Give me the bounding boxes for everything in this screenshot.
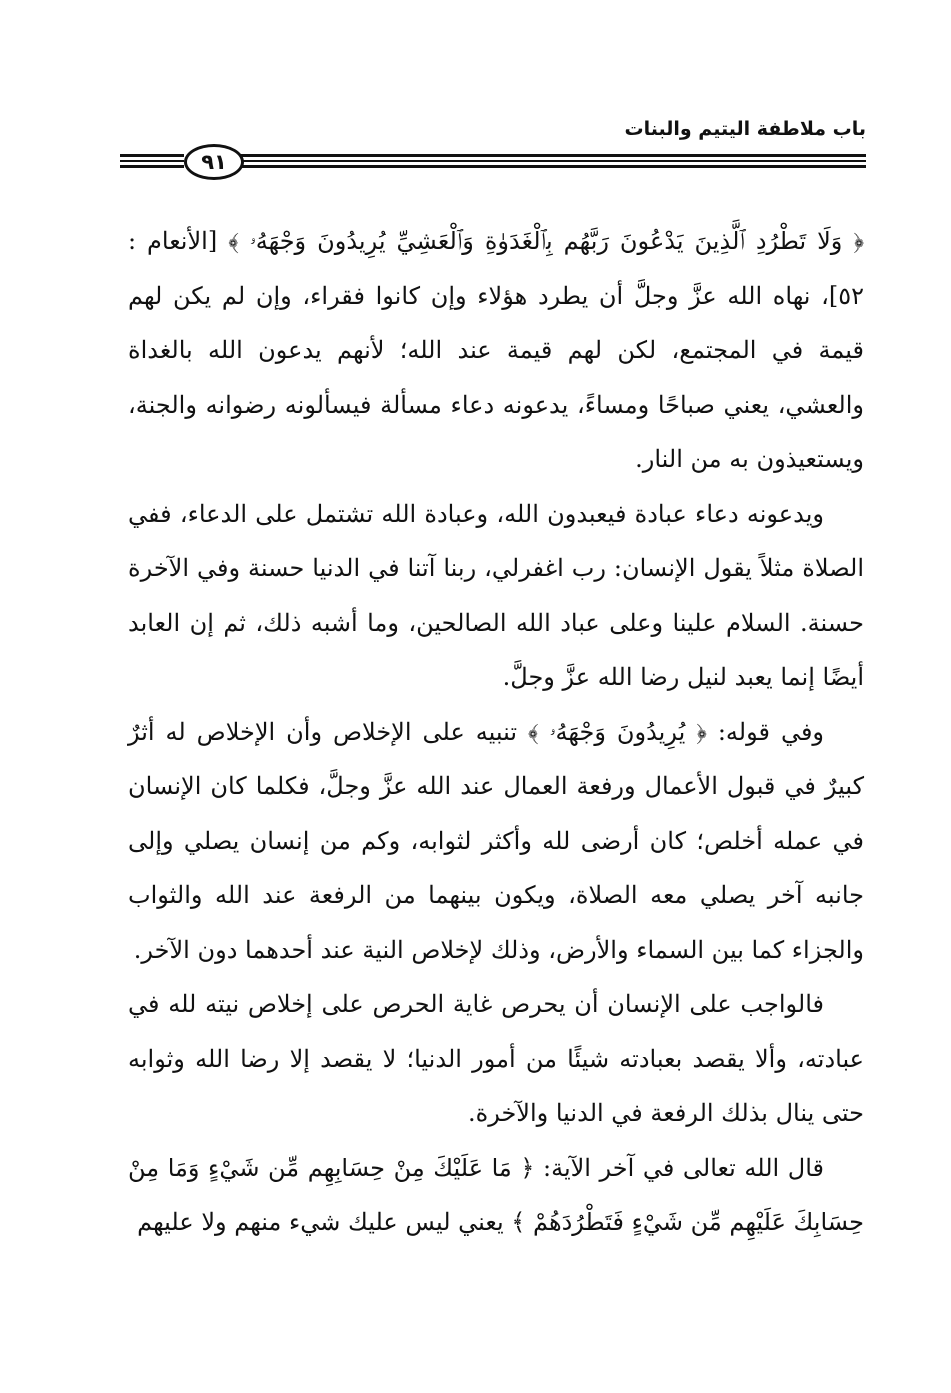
paragraph [128,977,864,1141]
quran-verse: ﴿ يُرِيدُونَ وَجْهَهُۥ ﴾ [527,717,707,746]
rule-line [120,160,184,162]
paragraph [128,705,864,978]
rule-line [120,165,184,168]
text-segment: تنبيه على الإخلاص وأن الإخلاص له أثرٌ كبيرٌ في قبول الأعمال ورفعة العمال عند الله عزَّ وجلَّ، فكلما كان الإنسان في عمله أخلص؛ كان أرضى لله وأكثر لثوابه، وكم من إنسان يصلي وإلى جانبه آخر يصلي معه الصلاة، ويكون بينهما من الرفعة عند الله والثواب والجزاء كما بين السماء والأرض، وذلك لإخلاص النية عند أحدهما دون الآخر. [128,717,864,964]
text-segment: فالواجب على الإنسان أن يحرص غاية الحرص على إخلاص نيته لله في عبادته، وألا يقصد بعبادته شيئًا من أمور الدنيا؛ لا يقصد إلا رضا الله وثوابه حتى ينال بذلك الرفعة في الدنيا والآخرة. [128,990,864,1127]
quran-verse: ﴿ وَلَا تَطْرُدِ ٱلَّذِينَ يَدْعُونَ رَبَّهُم بِٱلْغَدَوٰةِ وَٱلْعَشِيِّ يُرِيدُونَ وَجْهَهُۥ ﴾ [228,227,864,255]
text-segment: يعني ليس عليك شيء منهم ولا عليهم [137,1208,512,1236]
paragraph [128,487,864,705]
body-text [128,214,864,1250]
paragraph [128,214,864,487]
quran-verse: ﴿ مَا عَلَيْكَ مِنْ حِسَابِهِم مِّن شَيْءٍ وَمَا مِنْ حِسَابِكَ عَلَيْهِم مِّن شَيْءٍ فَتَطْرُدَهُمْ ﴾ [128,1153,864,1236]
text-segment: وفي قوله: [706,717,825,746]
text-segment: [الأنعام : ٥٢]، نهاه الله عزَّ وجلَّ أن يطرد هؤلاء وإن كانوا فقراء، وإن لم يكن لهم قيمة في المجتمع، لكن لهم قيمة عند الله؛ لأنهم يدعون الله بالغداة والعشي، يعني صباحًا ومساءً، يدعونه دعاء مسألة فيسألونه رضوانه والجنة، ويستعيذون به من النار. [128,227,864,473]
text-segment: ويدعونه دعاء عبادة فيعبدون الله، وعبادة الله تشتمل على الدعاء، ففي الصلاة مثلاً يقول الإنسان: رب اغفرلي، ربنا آتنا في الدنيا حسنة وفي الآخرة حسنة. السلام علينا وعلى عباد الله الصالحين، وما أشبه ذلك، ثم إن العابد أيضًا إنما يعبد لنيل رضا الله عزَّ وجلَّ. [128,499,864,691]
text-segment: قال الله تعالى في آخر الآية: [534,1153,824,1182]
rule-line [240,154,866,157]
paragraph [128,1141,864,1250]
page-number: ٩١ [184,144,244,180]
chapter-title: باب ملاطفة اليتيم والبنات [624,118,866,140]
header-rule [120,148,866,188]
rule-line [240,165,866,168]
page-header [120,118,866,188]
rule-line [120,154,184,157]
rule-line [240,160,866,162]
